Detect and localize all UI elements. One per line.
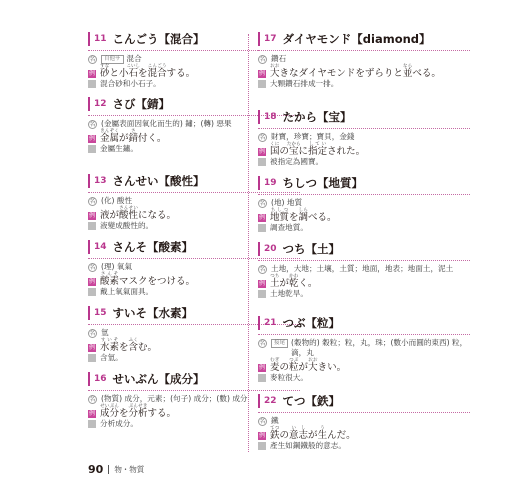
example-sentence (258, 358, 470, 373)
translation-line (258, 223, 470, 233)
example-text: を (119, 408, 129, 419)
translation-text: 產生如鋼鐵般的意志。 (270, 441, 346, 450)
furigana: おお (270, 64, 280, 69)
example-kanji: 並 (402, 68, 413, 79)
example-text: する。 (166, 68, 196, 79)
translation-icon (88, 354, 96, 362)
example-sentence (258, 274, 470, 289)
example-kanji: 乾 (289, 278, 299, 289)
column-divider (248, 34, 250, 452)
furigana: きんぞく (100, 129, 120, 134)
translation-text: 被指定為國寶。 (270, 157, 324, 166)
translation-line (258, 289, 470, 299)
entry-word: ダイヤモンド【diamond】 (282, 32, 431, 46)
furigana: すな (100, 64, 110, 69)
entry-number: 18 (264, 112, 277, 122)
entry-word: つぶ【粒】 (282, 316, 341, 330)
entry-number: 15 (94, 308, 107, 318)
example-kanji: 麦 (270, 362, 280, 373)
entry-word: さんせい【酸性】 (112, 174, 205, 188)
meaning-text: 混合 (126, 54, 142, 63)
translation-icon (258, 158, 266, 166)
divider-rule (258, 334, 470, 335)
entry-21 (258, 314, 470, 392)
example-kanji: 成分 (100, 408, 120, 419)
example-icon: 例 (88, 135, 95, 142)
noun-icon: 名 (89, 396, 96, 403)
example-kanji: 粒 (289, 362, 299, 373)
example-text: と小 (109, 68, 129, 79)
entry-word: てつ【鉄】 (282, 394, 341, 408)
translation-line (258, 79, 470, 89)
meaning-line (258, 132, 470, 142)
example-text: きい。 (317, 362, 347, 373)
furigana: なら (402, 64, 413, 69)
translation-line (258, 373, 470, 383)
example-text: を (289, 212, 299, 223)
noun-icon: 名 (89, 121, 96, 128)
entry-word: こんごう【混合】 (112, 32, 205, 46)
example-text: 液が (100, 210, 120, 221)
divider-rule (258, 260, 470, 261)
furigana: しら (298, 208, 309, 213)
example-text: を (138, 68, 148, 79)
translation-text: 金屬生鏽。 (100, 144, 138, 153)
example-kanji: 酸性 (119, 210, 139, 221)
noun-icon: 名 (259, 340, 266, 347)
translation-text: 麥粒很大。 (270, 373, 308, 382)
example-icon: 例 (258, 364, 265, 371)
example-text: の (279, 362, 290, 373)
entry-head (258, 30, 470, 48)
meaning-text: (地) 地質 (271, 198, 303, 207)
example-kanji: 調 (298, 212, 309, 223)
example-text: べる。 (412, 68, 441, 79)
entry-20 (258, 240, 470, 314)
entry-number: 19 (264, 178, 277, 188)
translation-icon (258, 374, 266, 382)
example-text: く。 (298, 278, 318, 289)
meaning-text: (金屬表面因氧化而生的) 鏽；(轉) 惡果 (101, 119, 232, 128)
example-icon: 例 (258, 432, 265, 439)
meaning-text: (穀物的) 穀粒；粒，丸，珠；(數小而圓的東西) 粒，滴，丸 (291, 338, 468, 357)
noun-icon: 名 (259, 134, 266, 141)
furigana: たから (287, 142, 301, 147)
example-kanji: 石 (126, 68, 141, 79)
example-kanji: 鉄 (270, 430, 280, 441)
meaning-line (258, 198, 470, 208)
example-kanji: 意志 (289, 430, 309, 441)
meaning-line (258, 338, 470, 358)
furigana: つち (270, 274, 280, 279)
example-text: が (119, 133, 129, 144)
example-text: に (298, 146, 309, 157)
furigana: むぎ (270, 358, 280, 363)
furigana: せいぶん (100, 404, 120, 409)
example-kanji: 混合 (147, 68, 167, 79)
translation-icon (88, 80, 96, 88)
example-text: になる。 (138, 210, 177, 221)
furigana: すいそ (100, 338, 119, 343)
noun-icon: 名 (259, 266, 266, 273)
entry-word: すいそ【水素】 (112, 306, 194, 320)
example-icon: 例 (258, 70, 265, 77)
entry-number: 22 (264, 396, 277, 406)
entry-word: せいぶん【成分】 (112, 372, 205, 386)
meaning-text: 鑽石 (271, 54, 287, 63)
furigana: こいし (126, 64, 141, 69)
furigana: くに (270, 142, 280, 147)
furigana: さんそ (100, 272, 119, 277)
furigana: おお (308, 358, 318, 363)
entry-number: 12 (94, 99, 107, 109)
translation-icon (88, 288, 96, 296)
example-text: が (308, 430, 318, 441)
example-kanji: 錆 (128, 133, 139, 144)
example-kanji: 大 (270, 68, 280, 79)
translation-text: 戴上氧氣面具。 (100, 287, 154, 296)
footer-divider (108, 465, 109, 474)
furigana: いし (289, 426, 309, 431)
entry-number: 20 (264, 244, 277, 254)
meaning-text: 鐵 (271, 416, 279, 425)
furigana: ちしつ (270, 208, 289, 213)
furigana: つぶ (289, 358, 299, 363)
example-icon: 例 (258, 280, 265, 287)
meaning-line (258, 54, 470, 64)
furigana: う (317, 426, 328, 431)
meaning-text: (理) 氧氣 (101, 262, 133, 271)
translation-text: 液變成酸性的。 (100, 221, 154, 230)
example-kanji: 分析 (128, 408, 148, 419)
noun-icon: 名 (89, 198, 96, 205)
entry-head (258, 108, 470, 126)
entry-number: 17 (264, 34, 277, 44)
divider-rule (258, 50, 470, 51)
example-kanji: 生 (317, 430, 328, 441)
example-icon: 例 (88, 410, 95, 417)
example-text: 付く。 (138, 133, 167, 144)
example-text: べる。 (308, 212, 337, 223)
entry-word: さんそ【酸素】 (112, 240, 194, 254)
example-kanji: 砂 (100, 68, 110, 79)
entry-22 (258, 392, 470, 452)
example-kanji: 水素 (100, 342, 120, 353)
noun-icon: 名 (89, 56, 96, 63)
noun-icon: 名 (259, 200, 266, 207)
meaning-text: (物質) 成分，元素；(句子) 成分；(數) 成分 (101, 394, 248, 403)
furigana: こんごう (147, 64, 167, 69)
example-text: が (298, 362, 309, 373)
translation-line (258, 157, 470, 167)
example-kanji: 酸素 (100, 276, 120, 287)
noun-icon: 名 (259, 418, 266, 425)
translation-icon (258, 224, 266, 232)
example-text: んだ。 (327, 430, 356, 441)
entry-number: 14 (94, 242, 107, 252)
example-text: が (279, 278, 290, 289)
example-text: の (279, 430, 290, 441)
meaning-text: (化) 酸性 (101, 196, 133, 205)
example-text: する。 (147, 408, 177, 419)
example-kanji: 地質 (270, 212, 290, 223)
suffix-tag: 接尾 (271, 339, 288, 348)
noun-icon: 名 (89, 264, 96, 271)
example-icon: 例 (258, 148, 265, 155)
meaning-line (258, 264, 470, 274)
section-title: 物・物質 (114, 465, 145, 474)
example-kanji: 国 (270, 146, 280, 157)
entry-number: 21 (264, 318, 277, 328)
right-column (258, 30, 470, 452)
page-footer (88, 463, 144, 476)
meaning-text: 財寶，珍寶；寶貝，金錢 (271, 132, 355, 141)
divider-rule (258, 412, 470, 413)
divider-rule (258, 128, 470, 129)
translation-icon (88, 420, 96, 428)
entry-word: ちしつ【地質】 (282, 176, 364, 190)
example-sentence (258, 426, 470, 441)
furigana: さ (128, 129, 139, 134)
furigana: ぶんせき (128, 404, 148, 409)
example-icon: 例 (88, 278, 95, 285)
translation-icon (88, 222, 96, 230)
example-sentence (258, 208, 470, 223)
translation-text: 調查地質。 (270, 223, 308, 232)
meaning-text: 土地，大地；土壤，土質；地面，地表；地面土，泥土 (271, 264, 454, 273)
translation-icon (258, 290, 266, 298)
example-kanji: 含 (128, 342, 139, 353)
entry-number: 11 (94, 34, 107, 44)
entry-word: たから【宝】 (282, 110, 352, 124)
verb-type-tag: 自他サ (101, 55, 124, 64)
entry-head (258, 392, 470, 410)
example-sentence (258, 142, 470, 157)
example-kanji: 宝 (287, 146, 301, 157)
entry-head (258, 240, 470, 258)
entry-18 (258, 108, 470, 174)
translation-icon (258, 442, 266, 450)
divider-rule (258, 194, 470, 195)
page-number: 90 (88, 463, 104, 476)
furigana: ふく (128, 338, 139, 343)
translation-text: 土地乾旱。 (270, 289, 308, 298)
entry-head (258, 314, 470, 332)
translation-text: 含氫。 (100, 353, 123, 362)
entry-number: 16 (94, 374, 107, 384)
example-text: された。 (327, 146, 366, 157)
entry-word: つち【土】 (282, 242, 341, 256)
example-text: の (279, 146, 290, 157)
example-text: む。 (138, 342, 158, 353)
entry-19 (258, 174, 470, 240)
example-kanji: 土 (270, 278, 280, 289)
translation-text: 大顆鑽石排成一排。 (270, 79, 339, 88)
example-icon: 例 (88, 344, 95, 351)
example-text: を (119, 342, 129, 353)
entry-word: さび【錆】 (112, 97, 171, 111)
translation-text: 混合砂和小石子。 (100, 79, 161, 88)
translation-text: 分析成分。 (100, 419, 138, 428)
translation-icon (258, 80, 266, 88)
example-kanji: 大 (308, 362, 318, 373)
noun-icon: 名 (89, 330, 96, 337)
example-icon: 例 (88, 212, 95, 219)
example-text: マスクをつける。 (119, 276, 196, 287)
furigana: かわ (289, 274, 299, 279)
meaning-line (258, 416, 470, 426)
example-text: きなダイヤモンドをずらりと (279, 68, 403, 79)
entry-number: 13 (94, 176, 107, 186)
example-icon: 例 (88, 70, 95, 77)
example-icon: 例 (258, 214, 265, 221)
translation-icon (88, 145, 96, 153)
example-sentence (258, 64, 470, 79)
entry-head (258, 174, 470, 192)
furigana: てつ (270, 426, 280, 431)
noun-icon: 名 (259, 56, 266, 63)
example-kanji: 金属 (100, 133, 120, 144)
entry-17 (258, 30, 470, 108)
furigana: してい (308, 142, 328, 147)
translation-line (258, 441, 470, 451)
example-kanji: 指定 (308, 146, 328, 157)
meaning-text: 氫 (101, 328, 109, 337)
furigana: さんせい (119, 206, 139, 211)
